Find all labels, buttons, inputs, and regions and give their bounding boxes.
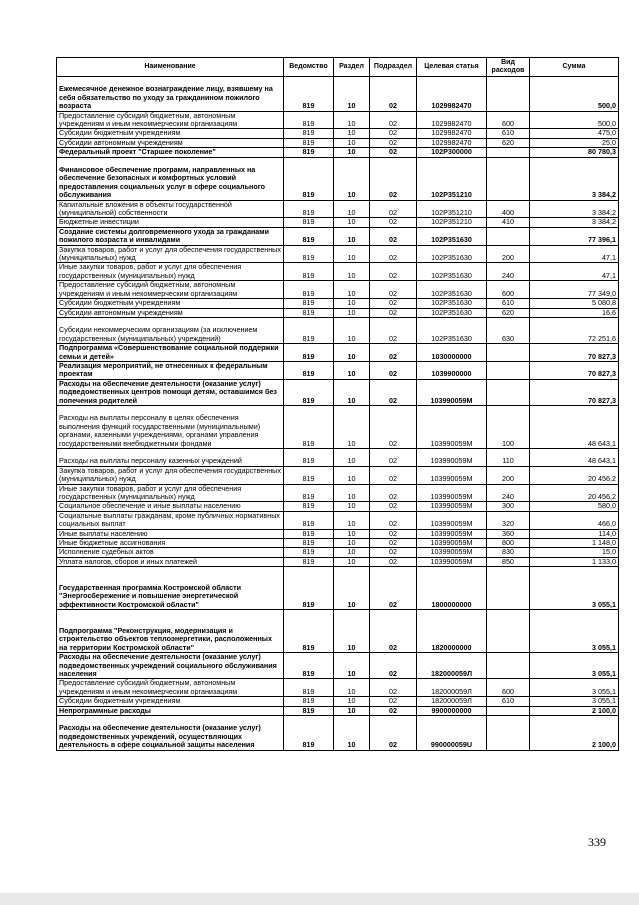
row-section: 10 [334, 679, 370, 697]
row-expense-type: 610 [487, 697, 530, 706]
row-department: 819 [284, 679, 334, 697]
row-name: Предоставление субсидий бюджетным, автономным учреждениям и иным некоммерческим организациям [57, 111, 284, 129]
row-expense-type: 400 [487, 200, 530, 218]
row-target-article: 103990059М [417, 448, 487, 466]
row-section: 10 [334, 557, 370, 566]
header-name: Наименование [57, 58, 284, 77]
table-row [57, 245, 619, 263]
row-subsection: 02 [370, 466, 417, 484]
row-name: Иные выплаты населению [57, 529, 284, 538]
row-target-article: 102P351630 [417, 308, 487, 317]
row-amount: 3 055,1 [530, 697, 619, 706]
row-target-article: 103990059М [417, 379, 487, 405]
row-subsection: 02 [370, 557, 417, 566]
row-target-article: 182000059Л [417, 679, 487, 697]
row-name: Субсидии бюджетным учреждениям [57, 299, 284, 308]
table-row [57, 299, 619, 308]
row-expense-type [487, 379, 530, 405]
row-department: 819 [284, 529, 334, 538]
row-target-article: 1039900000 [417, 361, 487, 379]
row-section: 10 [334, 405, 370, 448]
row-subsection: 02 [370, 200, 417, 218]
row-department: 819 [284, 548, 334, 557]
row-department: 819 [284, 716, 334, 751]
table-row [57, 218, 619, 227]
row-subsection: 02 [370, 484, 417, 502]
row-expense-type: 830 [487, 548, 530, 557]
table-row [57, 317, 619, 343]
row-department: 819 [284, 111, 334, 129]
row-expense-type [487, 653, 530, 679]
row-expense-type: 610 [487, 299, 530, 308]
table-row [57, 466, 619, 484]
table-row [57, 502, 619, 511]
row-section: 10 [334, 344, 370, 362]
row-section: 10 [334, 111, 370, 129]
row-target-article: 102P300000 [417, 148, 487, 157]
row-expense-type [487, 157, 530, 200]
table-header-row [57, 58, 619, 77]
table-row [57, 77, 619, 112]
row-expense-type [487, 706, 530, 715]
row-expense-type: 600 [487, 111, 530, 129]
row-name: Создание системы долговременного ухода за гражданами пожилого возраста и инвалидами [57, 227, 284, 245]
row-expense-type: 200 [487, 245, 530, 263]
row-name: Расходы на обеспечение деятельности (оказание услуг) подведомственных учреждений социального обслуживания населения [57, 653, 284, 679]
row-subsection: 02 [370, 308, 417, 317]
row-section: 10 [334, 502, 370, 511]
row-expense-type: 100 [487, 405, 530, 448]
row-name: Субсидии автономным учреждениям [57, 308, 284, 317]
table-row [57, 706, 619, 715]
row-expense-type: 610 [487, 129, 530, 138]
row-section: 10 [334, 448, 370, 466]
row-subsection: 02 [370, 148, 417, 157]
row-amount: 114,0 [530, 529, 619, 538]
row-name: Иные бюджетные ассигнования [57, 538, 284, 547]
row-target-article: 103990059М [417, 529, 487, 538]
row-department: 819 [284, 502, 334, 511]
table-row [57, 344, 619, 362]
row-name: Предоставление субсидий бюджетным, автономным учреждениям и иным некоммерческим организациям [57, 281, 284, 299]
row-target-article: 102P351630 [417, 299, 487, 308]
row-department: 819 [284, 484, 334, 502]
row-subsection: 02 [370, 548, 417, 557]
row-expense-type: 320 [487, 511, 530, 529]
row-amount: 500,0 [530, 77, 619, 112]
row-department: 819 [284, 706, 334, 715]
table-row [57, 157, 619, 200]
row-department: 819 [284, 379, 334, 405]
row-department: 819 [284, 308, 334, 317]
row-subsection: 02 [370, 263, 417, 281]
row-name: Ежемесячное денежное вознаграждение лицу, взявшему на себя обязательство по уходу за гражданином пожилого возраста [57, 77, 284, 112]
row-department: 819 [284, 538, 334, 547]
row-subsection: 02 [370, 317, 417, 343]
row-name: Социальное обеспечение и иные выплаты населению [57, 502, 284, 511]
row-amount: 70 827,3 [530, 361, 619, 379]
row-amount: 3 055,1 [530, 610, 619, 653]
row-subsection: 02 [370, 245, 417, 263]
header-expense-type: Вид расходов [487, 58, 530, 77]
row-subsection: 02 [370, 610, 417, 653]
row-expense-type [487, 227, 530, 245]
row-amount: 475,0 [530, 129, 619, 138]
row-amount: 1 133,0 [530, 557, 619, 566]
row-amount: 3 384,2 [530, 157, 619, 200]
row-department: 819 [284, 405, 334, 448]
row-expense-type [487, 77, 530, 112]
row-name: Социальные выплаты гражданам, кроме публичных нормативных социальных выплат [57, 511, 284, 529]
row-expense-type: 410 [487, 218, 530, 227]
row-name: Расходы на обеспечение деятельности (оказание услуг) подведомственных центров помощи детям, оставшимся без попечения родителей [57, 379, 284, 405]
table-row [57, 111, 619, 129]
row-subsection: 02 [370, 227, 417, 245]
row-amount: 47,1 [530, 263, 619, 281]
row-name: Государственная программа Костромской области "Энергосбережение и повышение энергетической эффективности Костромской области" [57, 567, 284, 610]
row-section: 10 [334, 361, 370, 379]
row-target-article: 9900000000 [417, 706, 487, 715]
row-expense-type: 630 [487, 317, 530, 343]
row-department: 819 [284, 129, 334, 138]
row-department: 819 [284, 77, 334, 112]
row-target-article: 1030000000 [417, 344, 487, 362]
row-expense-type: 200 [487, 466, 530, 484]
table-row [57, 610, 619, 653]
row-section: 10 [334, 227, 370, 245]
row-expense-type [487, 344, 530, 362]
table-row [57, 405, 619, 448]
row-subsection: 02 [370, 157, 417, 200]
table-row [57, 557, 619, 566]
row-section: 10 [334, 567, 370, 610]
row-expense-type: 620 [487, 138, 530, 147]
row-target-article: 102P351630 [417, 263, 487, 281]
row-name: Расходы на выплаты персоналу в целях обеспечения выполнения функций государственными (муниципальными) органами, казенными учреждениями, органами управления государственными внебюджетными фондами [57, 405, 284, 448]
row-amount: 3 055,1 [530, 653, 619, 679]
row-department: 819 [284, 317, 334, 343]
table-row [57, 361, 619, 379]
row-name: Исполнение судебных актов [57, 548, 284, 557]
row-department: 819 [284, 557, 334, 566]
row-department: 819 [284, 138, 334, 147]
row-section: 10 [334, 308, 370, 317]
row-expense-type: 850 [487, 557, 530, 566]
row-expense-type [487, 610, 530, 653]
row-department: 819 [284, 448, 334, 466]
row-subsection: 02 [370, 111, 417, 129]
table-row [57, 448, 619, 466]
table-row [57, 308, 619, 317]
row-section: 10 [334, 281, 370, 299]
row-department: 819 [284, 653, 334, 679]
row-name: Субсидии некоммерческим организациям (за исключением государственных (муниципальных) учреждений) [57, 317, 284, 343]
row-amount: 20 456,2 [530, 484, 619, 502]
row-amount: 70 827,3 [530, 379, 619, 405]
row-target-article: 1029982470 [417, 138, 487, 147]
row-target-article: 1800000000 [417, 567, 487, 610]
row-section: 10 [334, 218, 370, 227]
row-subsection: 02 [370, 138, 417, 147]
row-target-article: 103990059М [417, 538, 487, 547]
row-target-article: 1029982470 [417, 111, 487, 129]
row-expense-type [487, 361, 530, 379]
row-name: Реализация мероприятий, не отнесенных к федеральным проектам [57, 361, 284, 379]
row-subsection: 02 [370, 567, 417, 610]
row-target-article: 102P351630 [417, 281, 487, 299]
row-target-article: 103990059М [417, 548, 487, 557]
row-department: 819 [284, 200, 334, 218]
scan-edge [0, 893, 639, 905]
row-subsection: 02 [370, 679, 417, 697]
row-expense-type: 600 [487, 679, 530, 697]
table-row [57, 653, 619, 679]
row-name: Иные закупки товаров, работ и услуг для обеспечения государственных (муниципальных) нужд [57, 263, 284, 281]
row-name: Расходы на обеспечение деятельности (оказание услуг) подведомственных учреждений, осуществляющих деятельность в сфере социальной защиты населения [57, 716, 284, 751]
table-row [57, 379, 619, 405]
row-name: Расходы на выплаты персоналу казенных учреждений [57, 448, 284, 466]
header-subsection: Подраздел [370, 58, 417, 77]
header-section: Раздел [334, 58, 370, 77]
row-amount: 25,0 [530, 138, 619, 147]
table-row [57, 697, 619, 706]
table-row [57, 484, 619, 502]
row-name: Бюджетные инвестиции [57, 218, 284, 227]
header-amount: Сумма [530, 58, 619, 77]
row-name: Субсидии автономным учреждениям [57, 138, 284, 147]
row-target-article: 103990059М [417, 557, 487, 566]
row-section: 10 [334, 538, 370, 547]
row-expense-type: 300 [487, 502, 530, 511]
row-expense-type [487, 716, 530, 751]
row-amount: 3 384,2 [530, 200, 619, 218]
header-target-article: Целевая статья [417, 58, 487, 77]
row-target-article: 103990059М [417, 405, 487, 448]
row-department: 819 [284, 567, 334, 610]
row-amount: 580,0 [530, 502, 619, 511]
row-department: 819 [284, 281, 334, 299]
row-subsection: 02 [370, 448, 417, 466]
row-amount: 80 780,3 [530, 148, 619, 157]
row-target-article: 103990059М [417, 502, 487, 511]
row-amount: 1 148,0 [530, 538, 619, 547]
row-name: Уплата налогов, сборов и иных платежей [57, 557, 284, 566]
row-target-article: 1820000000 [417, 610, 487, 653]
row-target-article: 182000059Л [417, 653, 487, 679]
row-section: 10 [334, 610, 370, 653]
row-department: 819 [284, 157, 334, 200]
table-row [57, 263, 619, 281]
row-amount: 70 827,3 [530, 344, 619, 362]
row-expense-type: 800 [487, 538, 530, 547]
row-department: 819 [284, 263, 334, 281]
row-department: 819 [284, 697, 334, 706]
row-subsection: 02 [370, 299, 417, 308]
row-section: 10 [334, 716, 370, 751]
row-subsection: 02 [370, 77, 417, 112]
row-expense-type: 600 [487, 281, 530, 299]
row-target-article: 102P351210 [417, 218, 487, 227]
row-expense-type: 620 [487, 308, 530, 317]
row-expense-type: 110 [487, 448, 530, 466]
row-department: 819 [284, 245, 334, 263]
row-target-article: 103990059М [417, 466, 487, 484]
row-name: Непрограммные расходы [57, 706, 284, 715]
row-department: 819 [284, 610, 334, 653]
row-department: 819 [284, 511, 334, 529]
row-section: 10 [334, 484, 370, 502]
row-section: 10 [334, 653, 370, 679]
row-subsection: 02 [370, 511, 417, 529]
row-amount: 20 456,2 [530, 466, 619, 484]
row-expense-type: 240 [487, 484, 530, 502]
row-section: 10 [334, 157, 370, 200]
row-expense-type [487, 148, 530, 157]
table-body [57, 77, 619, 751]
row-subsection: 02 [370, 281, 417, 299]
row-name: Закупка товаров, работ и услуг для обеспечения государственных (муниципальных) нужд [57, 245, 284, 263]
row-department: 819 [284, 466, 334, 484]
row-section: 10 [334, 299, 370, 308]
table-row [57, 716, 619, 751]
row-target-article: 990000059U [417, 716, 487, 751]
table-row [57, 200, 619, 218]
row-department: 819 [284, 299, 334, 308]
row-subsection: 02 [370, 697, 417, 706]
row-subsection: 02 [370, 502, 417, 511]
row-section: 10 [334, 245, 370, 263]
header-department: Ведомство [284, 58, 334, 77]
row-amount: 3 055,1 [530, 679, 619, 697]
budget-table [56, 57, 619, 751]
row-target-article: 102P351210 [417, 157, 487, 200]
row-name: Подпрограмма "Реконструкция, модернизация и строительство объектов теплоэнергетики, расположенных на территории Костромской области" [57, 610, 284, 653]
row-name: Финансовое обеспечение программ, направленных на обеспечение безопасных и комфортных условий предоставления социальных услуг в сфере социального обслуживания [57, 157, 284, 200]
row-subsection: 02 [370, 129, 417, 138]
row-amount: 3 055,1 [530, 567, 619, 610]
table-row [57, 281, 619, 299]
table-row [57, 548, 619, 557]
row-section: 10 [334, 697, 370, 706]
row-name: Предоставление субсидий бюджетным, автономным учреждениям и иным некоммерческим организациям [57, 679, 284, 697]
row-section: 10 [334, 138, 370, 147]
row-department: 819 [284, 361, 334, 379]
row-target-article: 102P351630 [417, 317, 487, 343]
table-row [57, 567, 619, 610]
row-name: Закупка товаров, работ и услуг для обеспечения государственных (муниципальных) нужд [57, 466, 284, 484]
row-name: Субсидии бюджетным учреждениям [57, 697, 284, 706]
row-amount: 16,6 [530, 308, 619, 317]
row-subsection: 02 [370, 405, 417, 448]
page-number: 339 [588, 835, 606, 849]
row-target-article: 102P351630 [417, 227, 487, 245]
row-target-article: 182000059Л [417, 697, 487, 706]
row-name: Иные закупки товаров, работ и услуг для обеспечения государственных (муниципальных) нужд [57, 484, 284, 502]
row-department: 819 [284, 218, 334, 227]
row-section: 10 [334, 77, 370, 112]
row-department: 819 [284, 344, 334, 362]
row-subsection: 02 [370, 538, 417, 547]
row-subsection: 02 [370, 344, 417, 362]
row-section: 10 [334, 148, 370, 157]
row-section: 10 [334, 317, 370, 343]
table-row [57, 227, 619, 245]
row-section: 10 [334, 466, 370, 484]
row-amount: 3 384,2 [530, 218, 619, 227]
row-target-article: 1029982470 [417, 77, 487, 112]
row-amount: 77 396,1 [530, 227, 619, 245]
row-target-article: 102P351210 [417, 200, 487, 218]
row-target-article: 1029982470 [417, 129, 487, 138]
table-row [57, 511, 619, 529]
row-subsection: 02 [370, 379, 417, 405]
row-department: 819 [284, 148, 334, 157]
row-amount: 5 080,8 [530, 299, 619, 308]
row-amount: 48 643,1 [530, 448, 619, 466]
row-name: Капитальные вложения в объекты государственной (муниципальной) собственности [57, 200, 284, 218]
row-section: 10 [334, 529, 370, 538]
row-subsection: 02 [370, 361, 417, 379]
row-department: 819 [284, 227, 334, 245]
row-section: 10 [334, 706, 370, 715]
table-row [57, 148, 619, 157]
row-expense-type [487, 567, 530, 610]
row-target-article: 102P351630 [417, 245, 487, 263]
row-section: 10 [334, 548, 370, 557]
row-subsection: 02 [370, 653, 417, 679]
row-target-article: 103990059М [417, 511, 487, 529]
row-section: 10 [334, 200, 370, 218]
row-amount: 2 100,0 [530, 716, 619, 751]
row-amount: 48 643,1 [530, 405, 619, 448]
row-section: 10 [334, 511, 370, 529]
row-name: Субсидии бюджетным учреждениям [57, 129, 284, 138]
table-row [57, 679, 619, 697]
row-subsection: 02 [370, 218, 417, 227]
row-subsection: 02 [370, 706, 417, 715]
row-section: 10 [334, 129, 370, 138]
row-amount: 47,1 [530, 245, 619, 263]
row-name: Подпрограмма «Совершенствование социальной поддержки семьи и детей» [57, 344, 284, 362]
row-amount: 77 349,0 [530, 281, 619, 299]
row-target-article: 103990059М [417, 484, 487, 502]
row-amount: 72 251,6 [530, 317, 619, 343]
row-subsection: 02 [370, 529, 417, 538]
row-amount: 466,0 [530, 511, 619, 529]
row-name: Федеральный проект "Старшее поколение" [57, 148, 284, 157]
row-section: 10 [334, 379, 370, 405]
row-amount: 2 100,0 [530, 706, 619, 715]
table-row [57, 129, 619, 138]
row-amount: 15,0 [530, 548, 619, 557]
row-expense-type: 360 [487, 529, 530, 538]
row-subsection: 02 [370, 716, 417, 751]
row-section: 10 [334, 263, 370, 281]
row-expense-type: 240 [487, 263, 530, 281]
row-amount: 500,0 [530, 111, 619, 129]
